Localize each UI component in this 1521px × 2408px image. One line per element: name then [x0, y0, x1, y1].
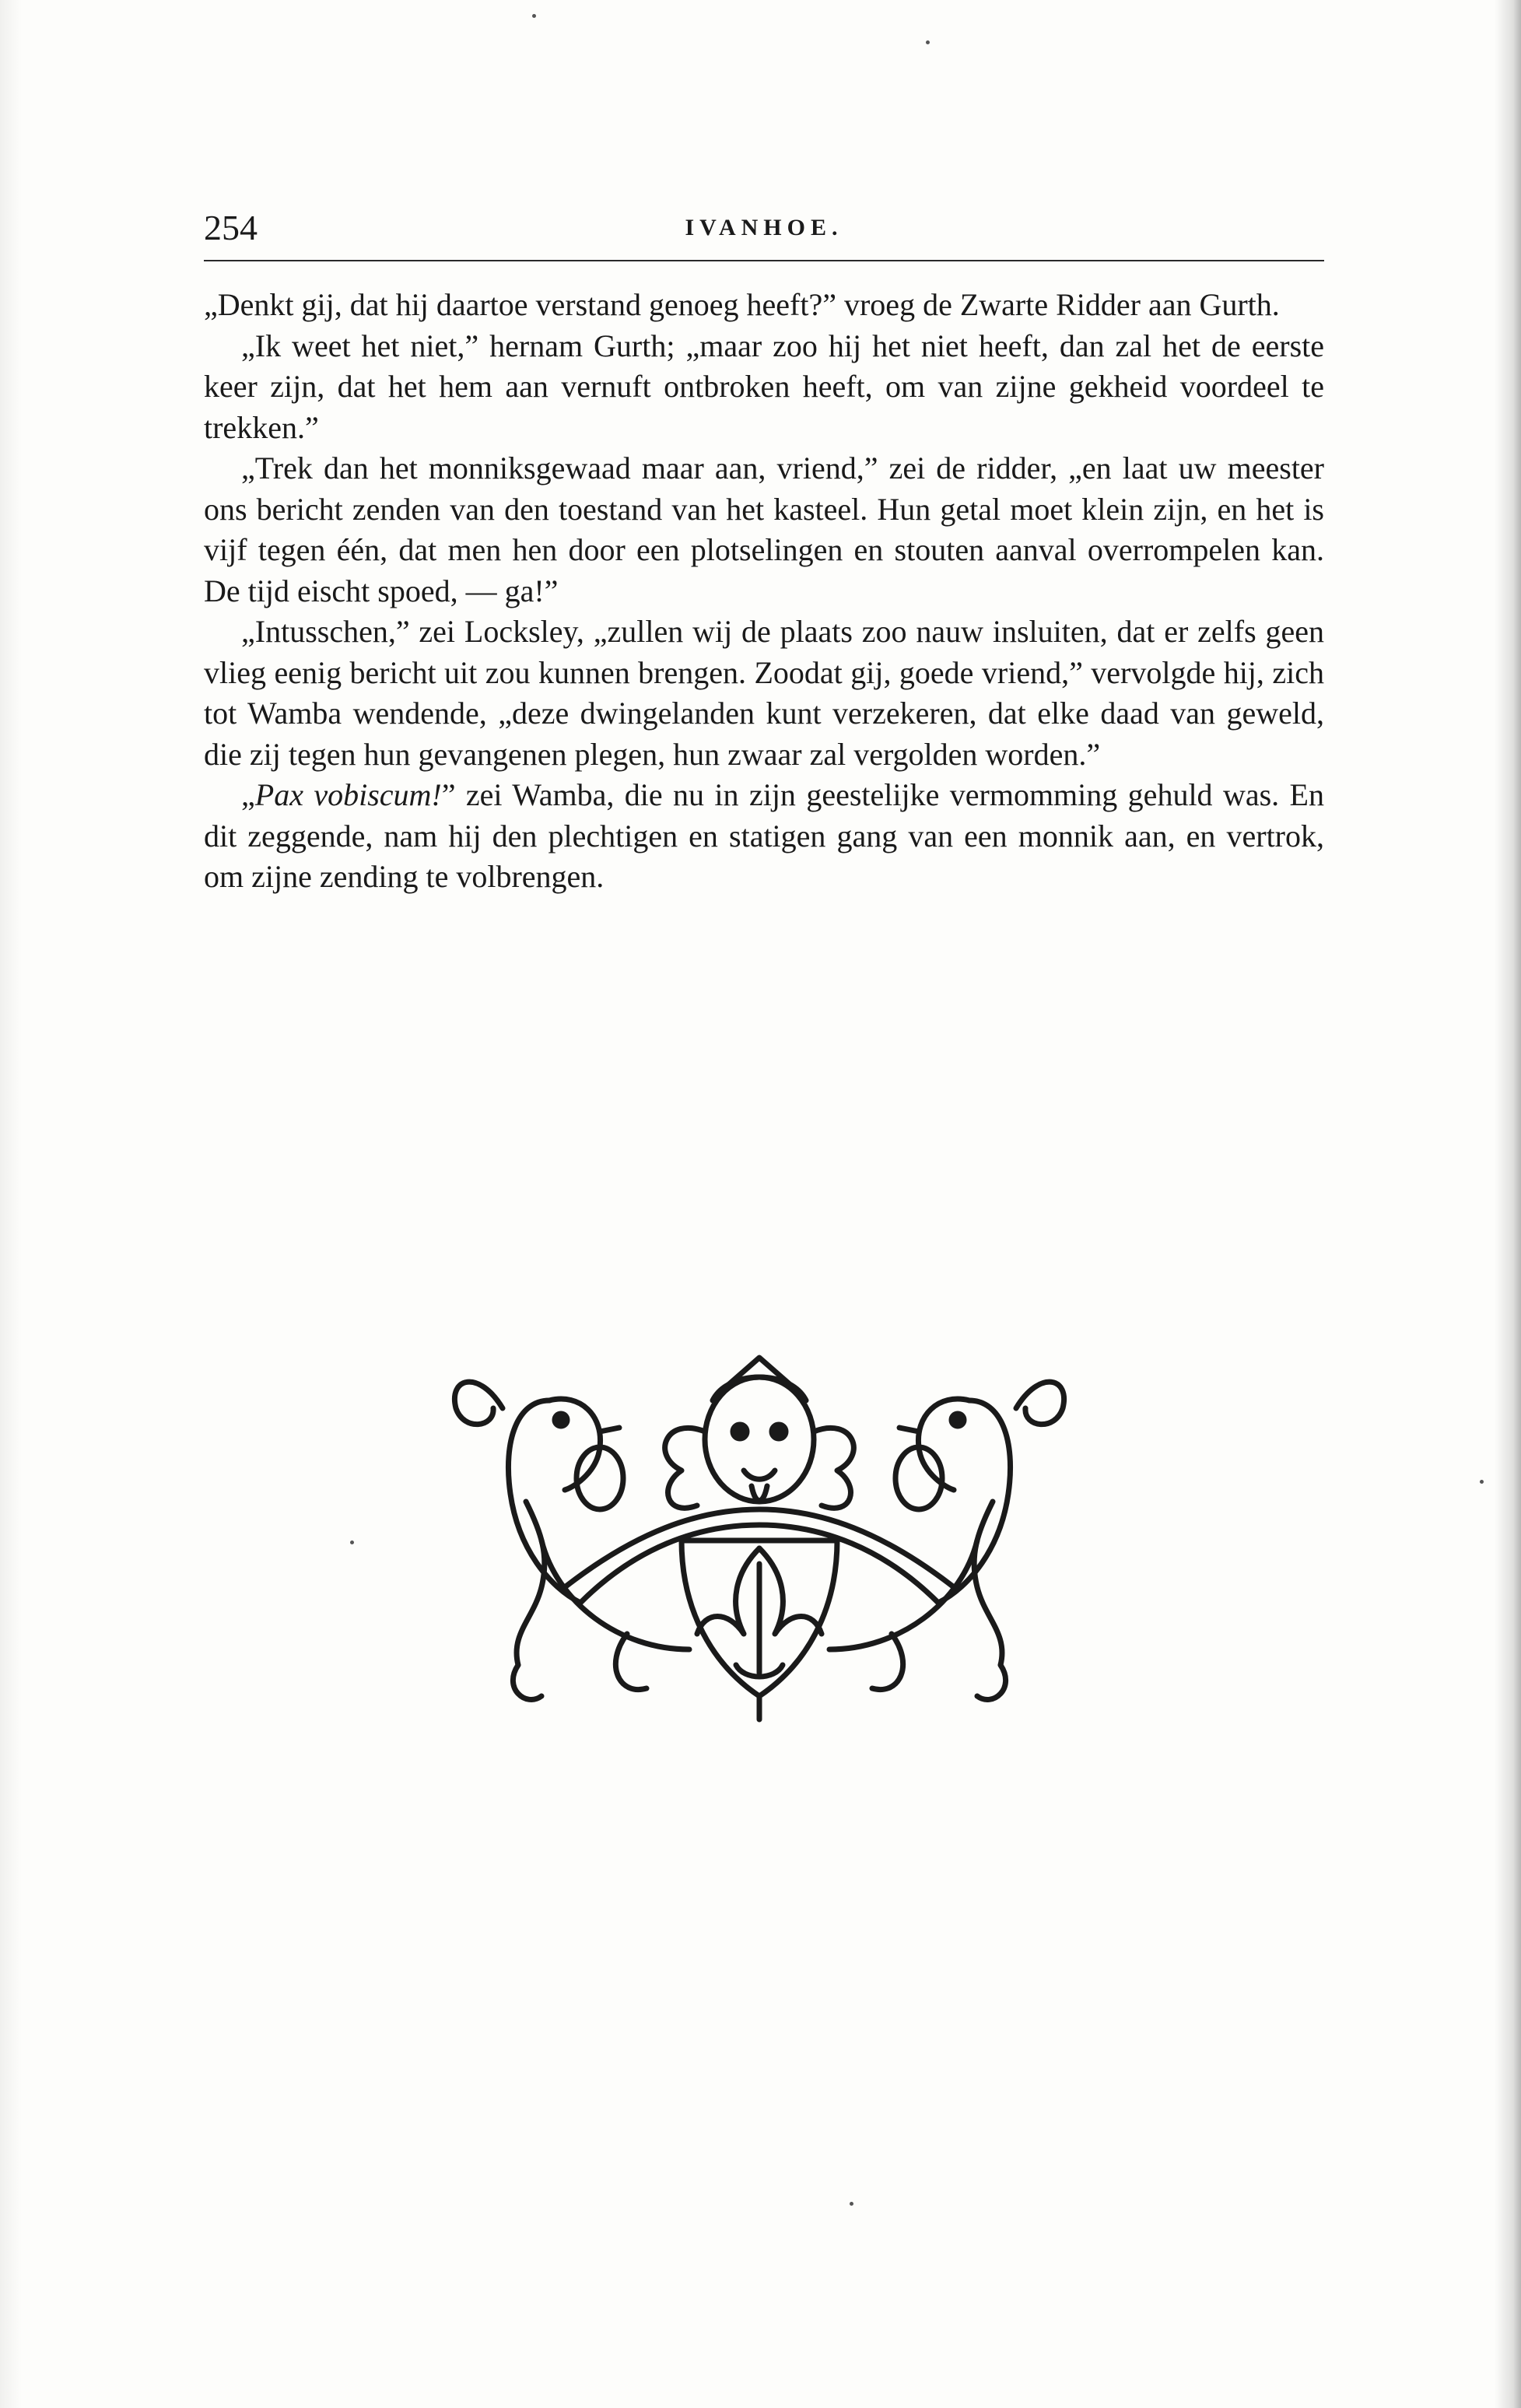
paragraph [204, 612, 1324, 775]
scan-speck [532, 14, 536, 18]
paragraph-text: ” zei Wamba, die nu in zijn geestelijke vermomming gehuld was. En dit zeggende, nam hij den plechtigen en statigen gang van een monnik aan, en vertrok, om zijne zending te volbrengen. [204, 777, 1324, 894]
paragraph-text: „Trek dan het monniksgewaad maar aan, vriend,” zei de ridder, „en laat uw meester ons bericht zenden van den toestand van het kasteel. Hun getal moet klein zijn, en het is vijf tegen één, dat men hen door een plotselingen en stouten aanval overrompelen kan. De tijd eischt spoed, — ga!” [204, 450, 1324, 608]
paragraph-text: „ [241, 777, 255, 812]
running-header [204, 201, 1324, 255]
scan-speck [926, 40, 930, 44]
scan-speck [1480, 1480, 1484, 1484]
running-title: IVANHOE. [685, 215, 843, 240]
body-text [204, 285, 1324, 898]
latin-phrase: Pax vobiscum! [254, 777, 442, 812]
header-rule [204, 260, 1324, 261]
paragraph-text: „Ik weet het niet,” hernam Gurth; „maar zoo hij het niet heeft, dan zal het de eerste keer zijn, dat het hem aan vernuft ontbroken heeft, om van zijne gekheid voordeel te trekken.” [204, 328, 1324, 445]
page-number: 254 [204, 208, 258, 247]
scan-edge-right [1495, 0, 1521, 2408]
tailpiece-ornament-icon [433, 1354, 1086, 1727]
paragraph-text: „Intusschen,” zei Locksley, „zullen wij de plaats zoo nauw insluiten, dat er zelfs geen vlieg eenig bericht uit zou kunnen brengen. Zoodat gij, goede vriend,” vervolgde hij, zich tot Wamba wendende, „deze dwingelanden kunt verzekeren, dat elke daad van geweld, die zij tegen hun gevangenen plegen, hun zwaar zal vergolden worden.” [204, 614, 1324, 772]
paragraph [204, 448, 1324, 612]
paragraph [204, 326, 1324, 449]
scan-speck [350, 1540, 354, 1544]
paragraph-text: „Denkt gij, dat hij daartoe verstand genoeg heeft?” vroeg de Zwarte Ridder aan Gurth. [204, 287, 1280, 322]
scan-edge-left [0, 0, 22, 2408]
paragraph [204, 285, 1324, 326]
paragraph [204, 775, 1324, 898]
scan-speck [850, 2202, 853, 2206]
